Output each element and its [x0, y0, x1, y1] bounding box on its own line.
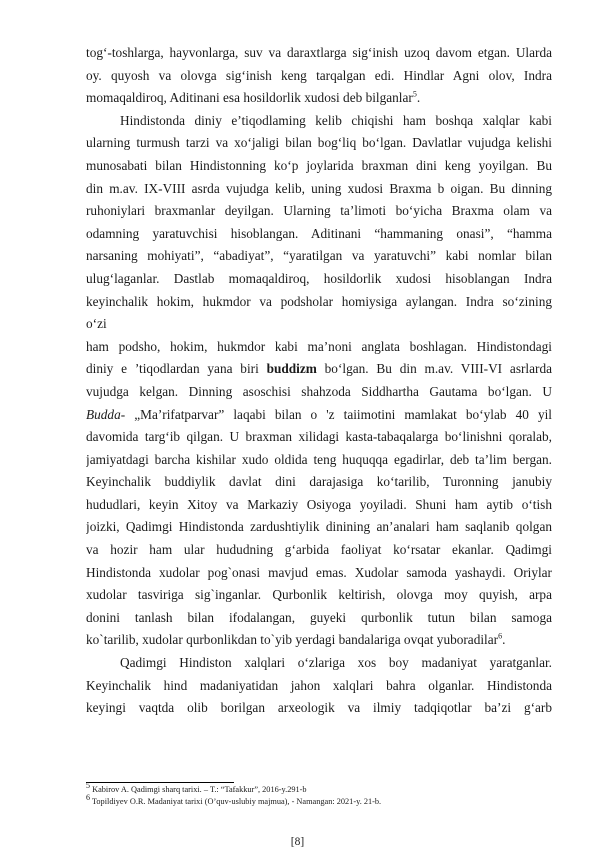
text-line-1: tog‘-toshlarga, hayvonlarga, suv va daraxtlarga sig‘inish uzoq davom etgan. Ularda — [86, 45, 552, 60]
text-line-13: o‘zi — [86, 316, 107, 332]
text-line-22: joizki, Qadimgi Hindistonda zardushtiylik dinining an’analari ham saqlanib qolgan — [86, 519, 552, 535]
text-line-5: ularning turmush tarzi va xo‘jaligi bilan bog‘liq bo‘lgan. Davlatlar vujudga kelishi — [86, 135, 552, 151]
text-line-21: hududlari, keyin Xitoy va Markaziy Osiyoga yoyiladi. Shuni ham aytib o‘tish — [86, 496, 552, 512]
text-line-27: ko`tarilib, xudolar qurbonlikdan to`yib yerdagi bandalariga ovqat yuboradilar$^6$. — [86, 632, 506, 648]
budda-term: Budda- — [86, 406, 126, 422]
text-line-8: ruhoniylari braxmanlar deyilgan. Ularning ta’limoti bo‘yicha Braxma olam va — [86, 203, 552, 219]
text-line-9: odamning yaratuvchisi hisoblangan. Aditinani “hammaning onasi”, “hamma — [86, 225, 552, 241]
footnote-5: $^5$ Kabirov A. Qadimgi sharq tarixi. – T.: “Tafakkur”, 2016-y.291-b — [86, 781, 307, 794]
buddizm-term: buddizm — [266, 361, 317, 377]
footnote-ref-5[interactable]: 5 — [412, 89, 417, 99]
text-line-2: oy. quyosh va olovga sig‘inish keng tarqalgan edi. Hindlar Agni olov, Indra — [86, 67, 552, 83]
text-line-30: keyingi vaqtda olib borilgan arxeologik va ilmiy tadqiqotlar ba’zi g‘arb — [86, 700, 552, 716]
text-line-15: diniy e ’tiqodlardan yana biri buddizm bo‘lgan. Bu din m.av. VIII-VI asrlarda — [86, 361, 552, 377]
page-body — [86, 42, 552, 720]
text-line-17: Budda- „Ma’rifatparvar” laqabi bilan o 'z taiimotini mamlakat bo‘ylab 40 yil — [86, 406, 552, 422]
footnote-6: $^6$ Topildiyev O.R. Madaniyat tarixi (O’quv-uslubiy majmua), - Namangan: 2021-y. 21-b. — [86, 793, 382, 806]
text-line-19: jamiyatdagi barcha kishilar xudo oldida teng huquqqa egadirlar, deb ta’lim bergan. — [86, 451, 552, 467]
text-line-24: Hindistonda xudolar pog`onasi mavjud emas. Xudolar samoda yashaydi. Oriylar — [86, 564, 552, 580]
text-line-29: Keyinchalik hind madaniyatidan jahon xalqlari bahra olganlar. Hindistonda — [86, 677, 552, 693]
text-line-10: narsaning mohiyati”, “abadiyat”, “yaratilgan va yaratuvchi” kabi nomlar bilan — [86, 248, 552, 264]
footnote-ref-6[interactable]: 6 — [498, 632, 503, 642]
page-number: [8] — [290, 836, 305, 848]
text-line-12: keyinchalik hokim, hukmdor va podsholar homiysiga aylangan. Indra so‘zining — [86, 293, 552, 309]
text-line-25: xudolar tasviriga sig`inganlar. Qurbonlik keltirish, olovga moy quyish, arpa — [86, 587, 552, 603]
text-line-16: vujudga kelgan. Dinning asoschisi shahzoda Siddhartha Gautama bo‘lgan. U — [86, 383, 552, 399]
text-line-3: momaqaldiroq, Aditinani esa hosildorlik xudosi deb bilganlar$^5$. — [86, 89, 421, 106]
text-line-23: va hozir ham ular hududning g‘arbida faoliyat ko‘rsatar ekanlar. Qadimgi — [86, 542, 552, 558]
text-line-11: ulug‘laganlar. Dastlab momaqaldiroq, hosildorlik xudosi hisoblangan Indra — [86, 270, 552, 286]
text-line-14: ham podsho, hokim, hukmdor kabi ma’noni anglata boshlagan. Hindistondagi — [86, 338, 552, 354]
paragraph-start-line: Qadimgi Hindiston xalqlari o‘zlariga xos boy madaniyat yaratganlar. — [120, 655, 552, 671]
text-line-18: davomida targ‘ib qilgan. U braxman xilidagi kasta-tabaqalarga bo‘linishni qoralab, — [86, 429, 552, 445]
text-line-26: donini tanlash bilan ifodalangan, guyeki qurbonlik tutun bilan samoga — [86, 609, 552, 625]
text-line-20: Keyinchalik buddiylik davlat dini darajasiga ko‘tarilib, Turonning janubiy — [86, 474, 552, 490]
footnote-divider — [86, 782, 234, 783]
paragraph-start-line: Hindistonda diniy e’tiqodlaming kelib chiqishi ham boshqa xalqlar kabi — [120, 112, 552, 128]
text-line-7: din m.av. IX-VIII asrda vujudga kelib, uning xudosi Braxma b oigan. Bu dinning — [86, 180, 552, 196]
text-line-6: munosabati bilan Hindistonning ko‘p joylarida braxman dini keng yoyilgan. Bu — [86, 157, 552, 173]
